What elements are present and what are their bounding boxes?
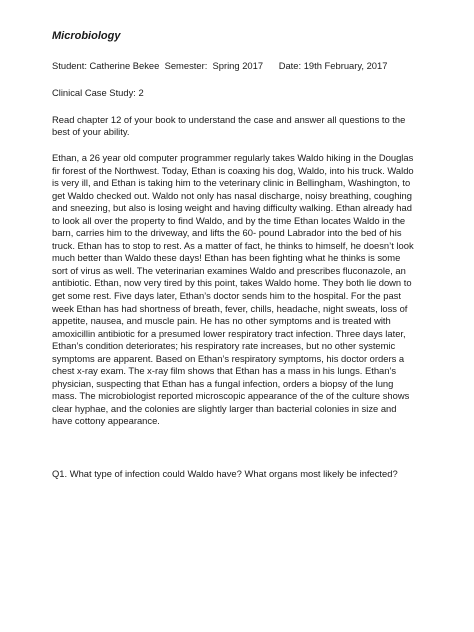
student-info-line: Student: Catherine Bekee Semester: Spring 2017 Date: 19th February, 2017: [52, 60, 388, 71]
instructions-paragraph: Read chapter 12 of your book to understand the case and answer all questions to the best of your ability.: [52, 114, 406, 137]
case-story-paragraph: Ethan, a 26 year old computer programmer regularly takes Waldo hiking in the Douglas fir forest of the Northwest. Today, Ethan is coaxing his dog, Waldo, into his truck. Waldo is very ill, and Ethan is taking him to the veterinary clinic in Bellingham, Washington, to get Waldo checked out. Waldo not only has nasal discharge, noisy breathing, coughing and sneezing, but also is losing weight and having difficulty walking. Ethan already had to look all over the property to find Waldo, and by the time Ethan locates Waldo in the barn, carries him to the driveway, and lifts the 60- pound Labrador into the bed of his truck. Ethan has to stop to rest. As a matter of fact, he thinks to himself, he doesn’t look much better than Waldo these days! Ethan has been fighting what he thinks is some sort of virus as well. The veterinarian examines Waldo and prescribes fluconazole, an antibiotic. Ethan, now very tired by this point, takes Waldo home. They both lie down to get some rest. Five days later, Ethan’s doctor sends him to the hospital. For the past week Ethan has had shortness of breath, fever, chills, headache, night sweats, loss of appetite, nausea, and muscle pain. He has no other symptoms and is treated with amoxicillin antibiotic for a presumed lower respiratory tract infection. Three days later, Ethan’s condition deteriorates; his respiratory rate increases, but no other systemic symptoms are apparent. Based on Ethan’s respiratory symptoms, his doctor orders a chest x-ray exam. The x-ray film shows that Ethan has a mass in his lungs. Ethan’s physician, suspecting that Ethan has a fungal infection, orders a biopsy of the lung mass. The microbiologist reported microscopic appearance of the of the culture shows clear hyphae, and the colonies are slightly larger than bacterial colonies in size and have cottony appearance.: [52, 152, 414, 427]
question-1: Q1. What type of infection could Waldo have? What organs most likely be infected?: [52, 468, 398, 480]
document-title: Microbiology: [52, 30, 121, 42]
case-study-label: Clinical Case Study: 2: [52, 87, 144, 98]
